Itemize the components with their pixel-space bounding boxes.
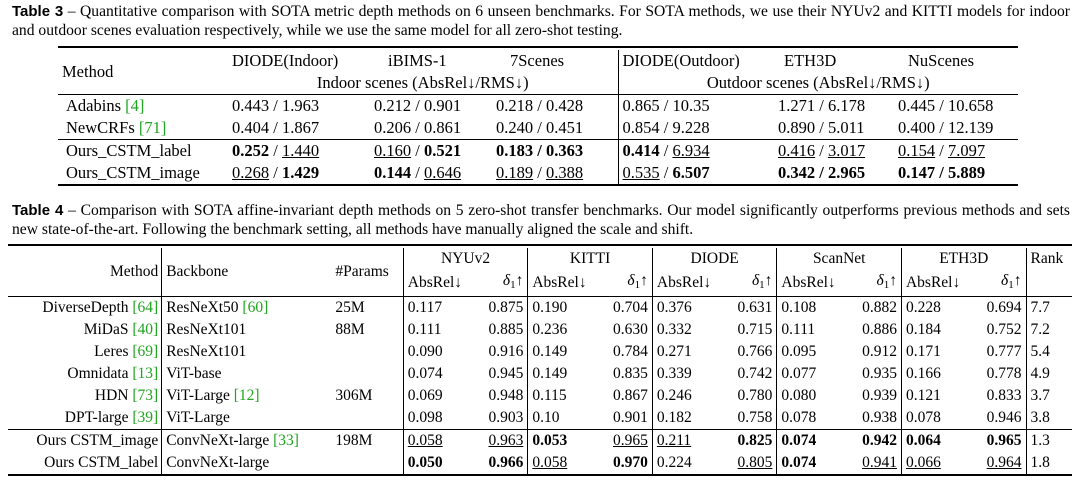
table4-rank-header: Rank [1026, 248, 1072, 297]
table3-indoor-label: Indoor scenes (AbsRel↓/RMS↓) [316, 73, 529, 92]
table4-backbone-cell [162, 363, 332, 385]
table3-row [58, 95, 1018, 118]
table4-backbone-cell [162, 319, 332, 341]
table3-cell: 0.147 / 5.889 [898, 163, 986, 182]
table4-cell: 0.149 [528, 363, 591, 385]
table4-cell: 0.867 [613, 387, 648, 404]
table3-cell: 0.416 / 3.017 [778, 141, 866, 160]
table4-backbone: ViT-base [166, 365, 222, 382]
table3-method-name: Ours_CSTM_label [66, 141, 192, 160]
table4-cell: 0.190 [528, 297, 591, 320]
table4-cell: 0.078 [777, 407, 840, 430]
table4-params [331, 407, 403, 430]
table4-dataset: ScanNet [777, 248, 902, 270]
table4-cell: 0.053 [528, 430, 591, 453]
table3-cell: 0.160 / 0.521 [374, 141, 462, 160]
table4-caption-label: Table 4 [12, 202, 64, 219]
table3-cell: 0.445 / 10.658 [898, 96, 994, 115]
table3-row [58, 117, 1018, 140]
table4-cell: 0.077 [777, 363, 840, 385]
table4-cell: 0.875 [488, 299, 524, 316]
table3-dataset: 7Scenes [510, 51, 565, 70]
table4-cell: 0.090 [403, 341, 466, 363]
table4-params: 198M [335, 432, 373, 449]
table3-dataset: DIODE(Outdoor) [618, 50, 774, 72]
table4-metric-delta: $\delta_1↑$ [1001, 272, 1022, 291]
table3-outdoor-label: Outdoor scenes (AbsRel↓/RMS↓) [618, 72, 1018, 95]
table3-cell: 0.404 / 1.867 [232, 118, 320, 137]
table4-cell: 0.939 [862, 387, 897, 404]
table4-cell: 0.066 [901, 452, 964, 475]
table4-cell: 0.108 [777, 297, 840, 320]
table4-params: 88M [335, 321, 365, 338]
table4-cell: 0.938 [862, 409, 897, 426]
table3-dataset: ETH3D [784, 51, 837, 70]
table4-row [8, 385, 1072, 407]
table4-method-cite: [40] [132, 321, 159, 338]
table4-method-cell [8, 297, 162, 320]
table4-cell: 0.064 [901, 430, 964, 453]
table4-cell: 0.935 [862, 365, 897, 382]
table4-backbone: ConvNeXt-large [166, 432, 270, 449]
table4-cell: 0.050 [403, 452, 466, 475]
table4-cell: 0.117 [403, 297, 466, 320]
table3-row [58, 140, 1018, 163]
table4-row [8, 319, 1072, 341]
table4-method-cell [8, 385, 162, 407]
table4-method-cell [8, 319, 162, 341]
table3-dataset: NuScenes [908, 51, 974, 70]
table4-metric-absrel: AbsRel↓ [777, 270, 840, 297]
table4-cell: 0.742 [737, 365, 773, 382]
table4-row [8, 452, 1072, 475]
table4-cell: 0.271 [652, 341, 715, 363]
table3-cell: 0.252 / 1.440 [232, 141, 320, 160]
table4-backbone-cell [162, 297, 332, 320]
table4-method-name: MiDaS [83, 321, 129, 338]
table4-cell: 0.074 [403, 363, 466, 385]
table4-rank: 3.7 [1026, 385, 1072, 407]
table4-rank: 4.9 [1026, 363, 1072, 385]
table4-cell: 0.964 [986, 454, 1022, 471]
table4-row [8, 363, 1072, 385]
table4-params-header: #Params [335, 263, 389, 280]
table4-cell: 0.078 [901, 407, 964, 430]
table4-method-cell [8, 363, 162, 385]
table4-cell: 0.376 [652, 297, 715, 320]
table4-cell: 0.098 [403, 407, 466, 430]
table4 [8, 248, 1072, 476]
table4-cell: 0.912 [862, 343, 897, 360]
table3-cell: 0.212 / 0.901 [374, 96, 462, 115]
table4-backbone: ViT-Large [166, 387, 230, 404]
table3-dataset: DIODE(Indoor) [232, 51, 339, 70]
table4-backbone: ResNeXt101 [166, 343, 247, 360]
table4-cell: 0.970 [613, 454, 648, 471]
table4-backbone-cell [162, 407, 332, 430]
table4-cell: 0.182 [652, 407, 715, 430]
table4-backbone-cite: [12] [233, 387, 260, 404]
table4-cell: 0.10 [528, 407, 591, 430]
table4-cell: 0.965 [613, 432, 648, 449]
table4-dataset: KITTI [528, 248, 653, 270]
table4-cell: 0.631 [737, 299, 773, 316]
table4-dataset: NYUv2 [403, 248, 528, 270]
table4-method-cell [8, 407, 162, 430]
table4-cell: 0.916 [488, 343, 524, 360]
table3-top-rule [58, 46, 1018, 48]
table4-method-cell [8, 452, 162, 475]
table4-caption-text: – Comparison with SOTA affine-invariant depth methods on 5 zero-shot transfer benchmarks. Our model significantly outperforms previous methods and sets new state-of-the-art. Following the benchmark setting, all methods have manually aligned the scale and shift. [12, 202, 1070, 238]
table4-row [8, 297, 1072, 320]
table4-method-header: Method [110, 263, 159, 280]
table4-cell: 0.074 [777, 452, 840, 475]
table4-cell: 0.332 [652, 319, 715, 341]
table4-cell: 0.784 [613, 343, 648, 360]
table4-method-name: DiverseDepth [42, 299, 129, 316]
table3-caption [12, 2, 1070, 40]
table4-backbone: ResNeXt101 [166, 321, 247, 338]
table4-rank: 7.7 [1026, 297, 1072, 320]
table4-cell: 0.166 [901, 363, 964, 385]
table4-backbone-cell [162, 452, 332, 475]
table4-cell: 0.111 [403, 319, 466, 341]
table3-cell: 0.144 / 0.646 [374, 163, 462, 182]
table3-cell: 0.240 / 0.451 [496, 118, 584, 137]
table4-method-name: Leres [94, 343, 129, 360]
table4-backbone-cell [162, 430, 332, 453]
table3-method-cite: [4] [125, 96, 145, 115]
table4-method-cite: [13] [132, 365, 159, 382]
table4-backbone-header: Backbone [162, 248, 332, 297]
table4-method-cite: [39] [132, 409, 159, 426]
table4-metric-absrel: AbsRel↓ [901, 270, 964, 297]
table3-cell: 0.443 / 1.963 [232, 96, 320, 115]
table4-method-cite: [69] [132, 343, 159, 360]
table4-method-cite: [64] [132, 299, 159, 316]
table4-method-name: Ours CSTM_label [44, 454, 159, 471]
table4-cell: 0.704 [613, 299, 648, 316]
table4-method-cite: [73] [132, 387, 159, 404]
table4-cell: 0.339 [652, 363, 715, 385]
table3-cell: 0.854 / 9.228 [618, 117, 774, 140]
table4-top-rule [8, 244, 1072, 246]
table4-metric-delta: $\delta_1↑$ [751, 272, 773, 291]
table4-cell: 0.777 [986, 343, 1022, 360]
table4-method-cell [8, 341, 162, 363]
table4-rank: 1.3 [1026, 430, 1072, 453]
table4-cell: 0.882 [862, 299, 897, 316]
table3-cell: 0.183 / 0.363 [496, 141, 584, 160]
table4-backbone: ViT-Large [166, 409, 230, 426]
table3-method-name: NewCRFs [66, 118, 135, 137]
table3-cell: 0.218 / 0.428 [496, 96, 584, 115]
table3-cell: 0.189 / 0.388 [496, 163, 584, 182]
table4-cell: 0.228 [901, 297, 964, 320]
table4-params: 25M [335, 299, 365, 316]
table4-backbone: ConvNeXt-large [166, 454, 270, 471]
table4-cell: 0.074 [777, 430, 840, 453]
table4-cell: 0.224 [652, 452, 715, 475]
table3 [58, 50, 1018, 186]
table4-cell: 0.901 [613, 409, 648, 426]
table3-method-cell [58, 117, 228, 140]
table3-cell: 0.865 / 10.35 [618, 95, 774, 118]
table3-method-cell [58, 95, 228, 118]
table3-dataset: iBIMS-1 [388, 51, 447, 70]
table3-method-name: Ours_CSTM_image [66, 163, 200, 182]
table3-method-header: Method [62, 62, 114, 81]
table3-cell: 0.890 / 5.011 [778, 118, 865, 137]
table3-cell: 0.342 / 2.965 [778, 163, 866, 182]
table4-backbone-cell [162, 385, 332, 407]
table4-cell: 0.058 [528, 452, 591, 475]
table4-params: 306M [335, 387, 373, 404]
table4-method-name: HDN [94, 387, 129, 404]
table4-body [8, 297, 1072, 476]
table4-cell: 0.630 [613, 321, 648, 338]
table4-cell: 0.833 [986, 387, 1022, 404]
table3-row [58, 162, 1018, 185]
table4-cell: 0.805 [737, 454, 773, 471]
table4-cell: 0.946 [986, 409, 1022, 426]
table4-cell: 0.069 [403, 385, 466, 407]
table4-backbone-cite: [60] [242, 299, 269, 316]
table4-cell: 0.236 [528, 319, 591, 341]
table4-cell: 0.903 [488, 409, 524, 426]
table4-cell: 0.121 [901, 385, 964, 407]
table4-metric-delta: $\delta_1↑$ [627, 272, 648, 291]
table4-cell: 0.825 [737, 432, 773, 449]
table3-cell: 0.535 / 6.507 [618, 162, 774, 185]
table3-cell: 0.206 / 0.861 [374, 118, 462, 137]
table3-header-row [58, 50, 1018, 72]
table4-cell: 0.752 [986, 321, 1022, 338]
table4-backbone-cite: [33] [273, 432, 299, 449]
table4-header-row [8, 248, 1072, 270]
table4-metric-delta: $\delta_1↑$ [502, 272, 524, 291]
table4-cell: 0.111 [777, 319, 840, 341]
table4-cell: 0.886 [862, 321, 897, 338]
table4-params [331, 452, 403, 475]
table3-method-cite: [71] [138, 118, 167, 137]
table4-method-name: DPT-large [64, 409, 129, 426]
table3-cell: 0.154 / 7.097 [898, 141, 986, 160]
table4-cell: 0.885 [488, 321, 524, 338]
table4-cell: 0.941 [862, 454, 897, 471]
table4-dataset: DIODE [652, 248, 777, 270]
table4-caption [12, 201, 1070, 239]
table4-metric-absrel: AbsRel↓ [403, 270, 466, 297]
table4-row [8, 341, 1072, 363]
table4-dataset: ETH3D [901, 248, 1026, 270]
table4-cell: 0.080 [777, 385, 840, 407]
table4-row [8, 407, 1072, 430]
table3-cell: 0.400 / 12.139 [898, 118, 994, 137]
table4-cell: 0.835 [613, 365, 648, 382]
table4-method-name: Omnidata [67, 365, 129, 382]
table3-cell: 0.414 / 6.934 [618, 140, 774, 163]
table4-cell: 0.963 [488, 432, 524, 449]
table4-cell: 0.095 [777, 341, 840, 363]
table4-cell: 0.115 [528, 385, 591, 407]
table4-rank: 5.4 [1026, 341, 1072, 363]
table3-cell: 0.268 / 1.429 [232, 163, 320, 182]
table4-cell: 0.171 [901, 341, 964, 363]
table4-metric-absrel: AbsRel↓ [652, 270, 715, 297]
table4-cell: 0.942 [862, 432, 897, 449]
table4-rank: 1.8 [1026, 452, 1072, 475]
table4-cell: 0.694 [986, 299, 1022, 316]
table4-cell: 0.766 [737, 343, 773, 360]
table4-cell: 0.945 [488, 365, 524, 382]
table4-metric-absrel: AbsRel↓ [528, 270, 591, 297]
table4-row [8, 430, 1072, 453]
table3-cell: 1.271 / 6.178 [778, 96, 866, 115]
table3-method-name: Adabins [66, 96, 121, 115]
table4-params [331, 363, 403, 385]
table4-cell: 0.058 [403, 430, 466, 453]
table4-metric-delta: $\delta_1↑$ [876, 272, 897, 291]
table4-cell: 0.965 [986, 432, 1022, 449]
table4-cell: 0.149 [528, 341, 591, 363]
table4-cell: 0.948 [488, 387, 524, 404]
table4-params [331, 341, 403, 363]
table4-backbone: ResNeXt50 [166, 299, 239, 316]
table4-backbone-cell [162, 341, 332, 363]
table3-caption-label: Table 3 [12, 3, 64, 20]
table4-cell: 0.715 [737, 321, 773, 338]
table4-cell: 0.184 [901, 319, 964, 341]
table4-cell: 0.246 [652, 385, 715, 407]
table4-rank: 7.2 [1026, 319, 1072, 341]
table4-method-cell [8, 430, 162, 453]
table4-method-name: Ours CSTM_image [36, 432, 159, 449]
table4-cell: 0.966 [488, 454, 524, 471]
table4-rank: 3.8 [1026, 407, 1072, 430]
table4-cell: 0.211 [652, 430, 715, 453]
table4-cell: 0.778 [986, 365, 1022, 382]
table4-cell: 0.758 [737, 409, 773, 426]
table3-caption-text: – Quantitative comparison with SOTA metric depth methods on 6 unseen benchmarks. For SOTA methods, we use their NYUv2 and KITTI models for indoor and outdoor scenes evaluation respectively, while we use the same model for all zero-shot testing. [12, 3, 1070, 39]
table4-cell: 0.780 [737, 387, 773, 404]
